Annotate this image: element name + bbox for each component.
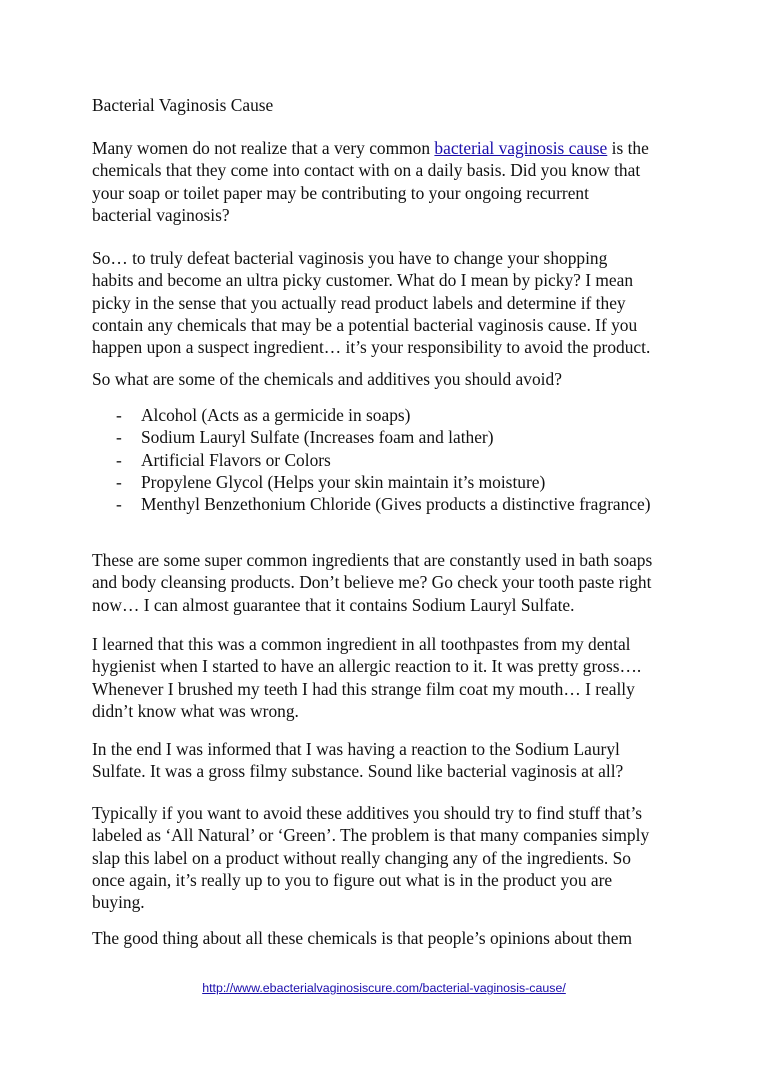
list-item-text: Menthyl Benzethonium Chloride (Gives products a distinctive fragrance)	[141, 494, 651, 515]
chemicals-list	[92, 404, 692, 515]
paragraph-line: In the end I was informed that I was having a reaction to the Sodium Lauryl	[92, 739, 620, 759]
paragraph-toothpaste	[92, 633, 692, 722]
list-item	[92, 426, 692, 448]
paragraph-line: So… to truly defeat bacterial vaginosis you have to change your shopping	[92, 248, 608, 268]
paragraph-line: slap this label on a product without really changing any of the ingredients. So	[92, 847, 631, 868]
document-title: Bacterial Vaginosis Cause	[92, 95, 274, 115]
paragraph-line	[92, 137, 692, 159]
paragraph-labels	[92, 802, 692, 913]
paragraph-line: labeled as ‘All Natural’ or ‘Green’. The problem is that many companies simply	[92, 825, 650, 846]
paragraph-line: These are some super common ingredients that are constantly used in bath soaps	[92, 550, 653, 570]
list-marker: -	[116, 494, 122, 515]
list-item-text: Sodium Lauryl Sulfate (Increases foam and lather)	[141, 427, 494, 448]
paragraph-text: Many women do not realize that a very common	[92, 138, 435, 158]
list-item	[92, 404, 692, 426]
list-item-text: Alcohol (Acts as a germicide in soaps)	[141, 405, 411, 425]
list-marker: -	[116, 427, 122, 448]
list-item	[92, 493, 692, 515]
list-item-text: Propylene Glycol (Helps your skin maintain it’s moisture)	[141, 471, 546, 492]
paragraph-line: contain any chemicals that may be a potential bacterial vaginosis cause. If you	[92, 314, 638, 335]
paragraph-line: picky in the sense that you actually read product labels and determine if they	[92, 292, 626, 313]
paragraph-line: habits and become an ultra picky customer. What do I mean by picky? I mean	[92, 270, 634, 291]
bacterial-vaginosis-cause-link[interactable]: bacterial vaginosis cause	[434, 138, 608, 158]
paragraph-good-thing: The good thing about all these chemicals is that people’s opinions about them	[92, 928, 632, 948]
paragraph-line: once again, it’s really up to you to figure out what is in the product you are	[92, 869, 613, 890]
paragraph-line: chemicals that they come into contact with on a daily basis. Did you know that	[92, 160, 641, 181]
paragraph-line: and body cleansing products. Don’t believe me? Go check your tooth paste right	[92, 572, 652, 593]
list-item	[92, 471, 692, 493]
footer-url-link[interactable]: http://www.ebacterialvaginosiscure.com/bacterial-vaginosis-cause/	[202, 981, 566, 995]
paragraph-ingredients	[92, 549, 692, 616]
paragraph-line: I learned that this was a common ingredient in all toothpastes from my dental	[92, 634, 631, 654]
paragraph-line: your soap or toilet paper may be contributing to your ongoing recurrent	[92, 182, 589, 203]
paragraph-line: now… I can almost guarantee that it contains Sodium Lauryl Sulfate.	[92, 594, 575, 615]
paragraph-line: buying.	[92, 892, 145, 913]
paragraph-reaction	[92, 738, 692, 783]
paragraph-line: didn’t know what was wrong.	[92, 700, 299, 721]
paragraph-line: bacterial vaginosis?	[92, 204, 230, 225]
paragraph-line: Typically if you want to avoid these additives you should try to find stuff that’s	[92, 803, 643, 823]
paragraph-text: is the	[607, 138, 649, 158]
list-marker: -	[116, 471, 122, 492]
list-marker: -	[116, 405, 122, 425]
list-item-text: Artificial Flavors or Colors	[141, 449, 331, 470]
list-marker: -	[116, 449, 122, 470]
paragraph-line: happen upon a suspect ingredient… it’s your responsibility to avoid the product.	[92, 337, 651, 358]
paragraph-line: Whenever I brushed my teeth I had this strange film coat my mouth… I really	[92, 678, 635, 699]
paragraph-shopping	[92, 247, 692, 358]
paragraph-line: Sulfate. It was a gross filmy substance. Sound like bacterial vaginosis at all?	[92, 761, 624, 782]
list-item	[92, 449, 692, 471]
paragraph-line: hygienist when I started to have an allergic reaction to it. It was pretty gross….	[92, 656, 642, 677]
paragraph-question: So what are some of the chemicals and additives you should avoid?	[92, 369, 562, 389]
paragraph-intro	[92, 137, 692, 226]
